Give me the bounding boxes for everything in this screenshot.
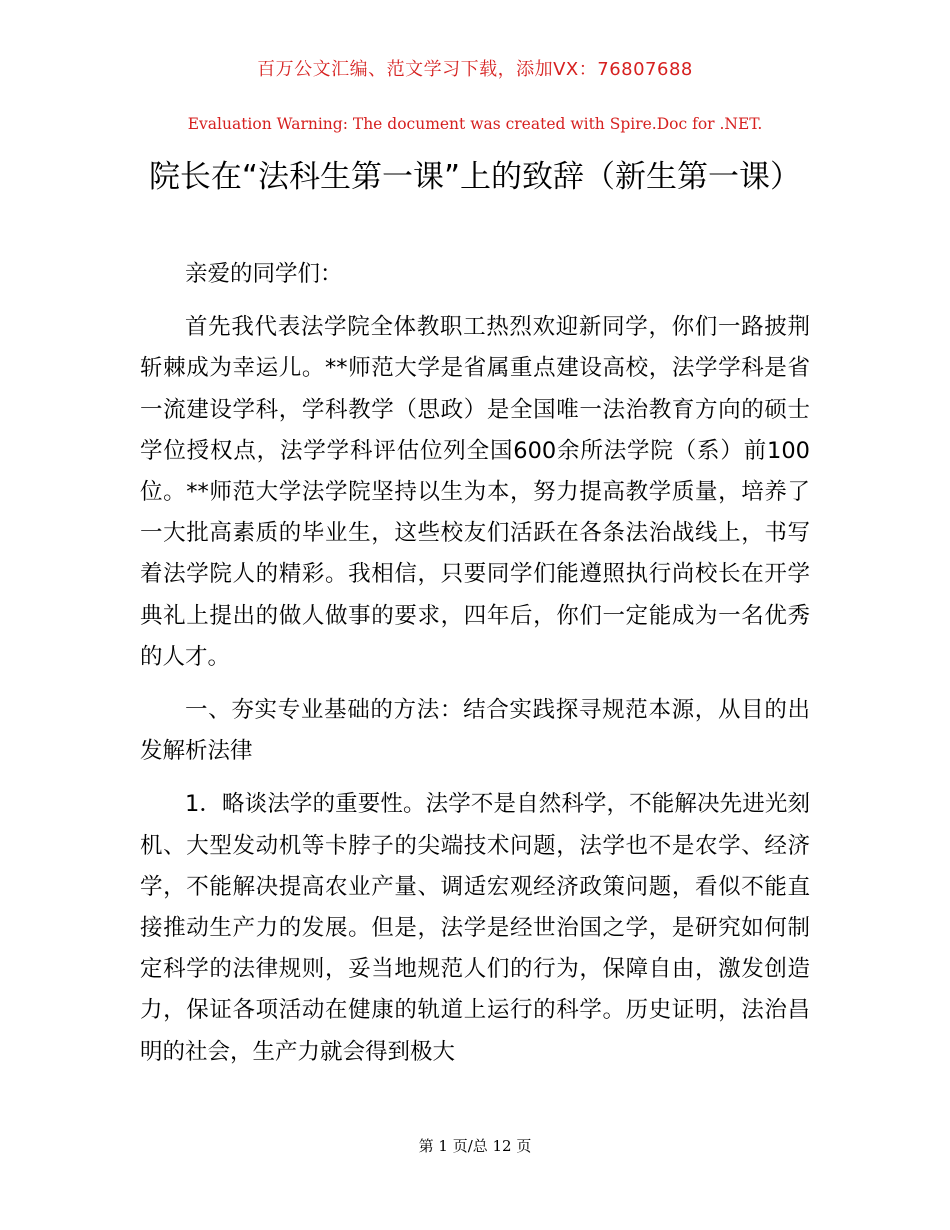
salutation-paragraph: 亲爱的同学们： [185, 261, 343, 287]
welcome-paragraph: 首先我代表法学院全体教职工热烈欢迎新同学，你们一路披荆斩棘成为幸运儿。**师范大学是省属重点建设高校，法学学科是省一流建设学科，学科教学（思政）是全国唯一法治教育方向的硕士学位授权点，法学学科评估位列全国600余所法学院（系）前100位。**师范大学法学院坚持以生为本，努力提高教学质量，培养了一大批高素质的毕业生，这些校友们活跃在各条法治战线上，书写着法学院人的精彩。我相信，只要同学们能遵照执行尚校长在开学典礼上提出的做人做事的要求，四年后，你们一定能成为一名优秀的人才。 [140, 314, 810, 670]
document-body [140, 254, 810, 1073]
section-heading-paragraph: 一、夯实专业基础的方法：结合实践探寻规范本源，从目的出发解析法律 [140, 697, 810, 765]
header-banner: 百万公文汇编、范文学习下载，添加VX：76807688 [257, 59, 693, 80]
page-number-footer: 第 1 页/总 12 页 [418, 1137, 532, 1155]
document-title: 院长在“法科生第一课”上的致辞（新生第一课） [148, 159, 802, 195]
point-one-paragraph: 1．略谈法学的重要性。法学不是自然科学，不能解决先进光刻机、大型发动机等卡脖子的尖端技术问题，法学也不是农学、经济学，不能解决提高农业产量、调适宏观经济政策问题，看似不能直接推动生产力的发展。但是，法学是经世治国之学，是研究如何制定科学的法律规则，妥当地规范人们的行为，保障自由，激发创造力，保证各项活动在健康的轨道上运行的科学。历史证明，法治昌明的社会，生产力就会得到极大 [140, 791, 810, 1065]
evaluation-warning: Evaluation Warning: The document was created with Spire.Doc for .NET. [187, 115, 763, 133]
